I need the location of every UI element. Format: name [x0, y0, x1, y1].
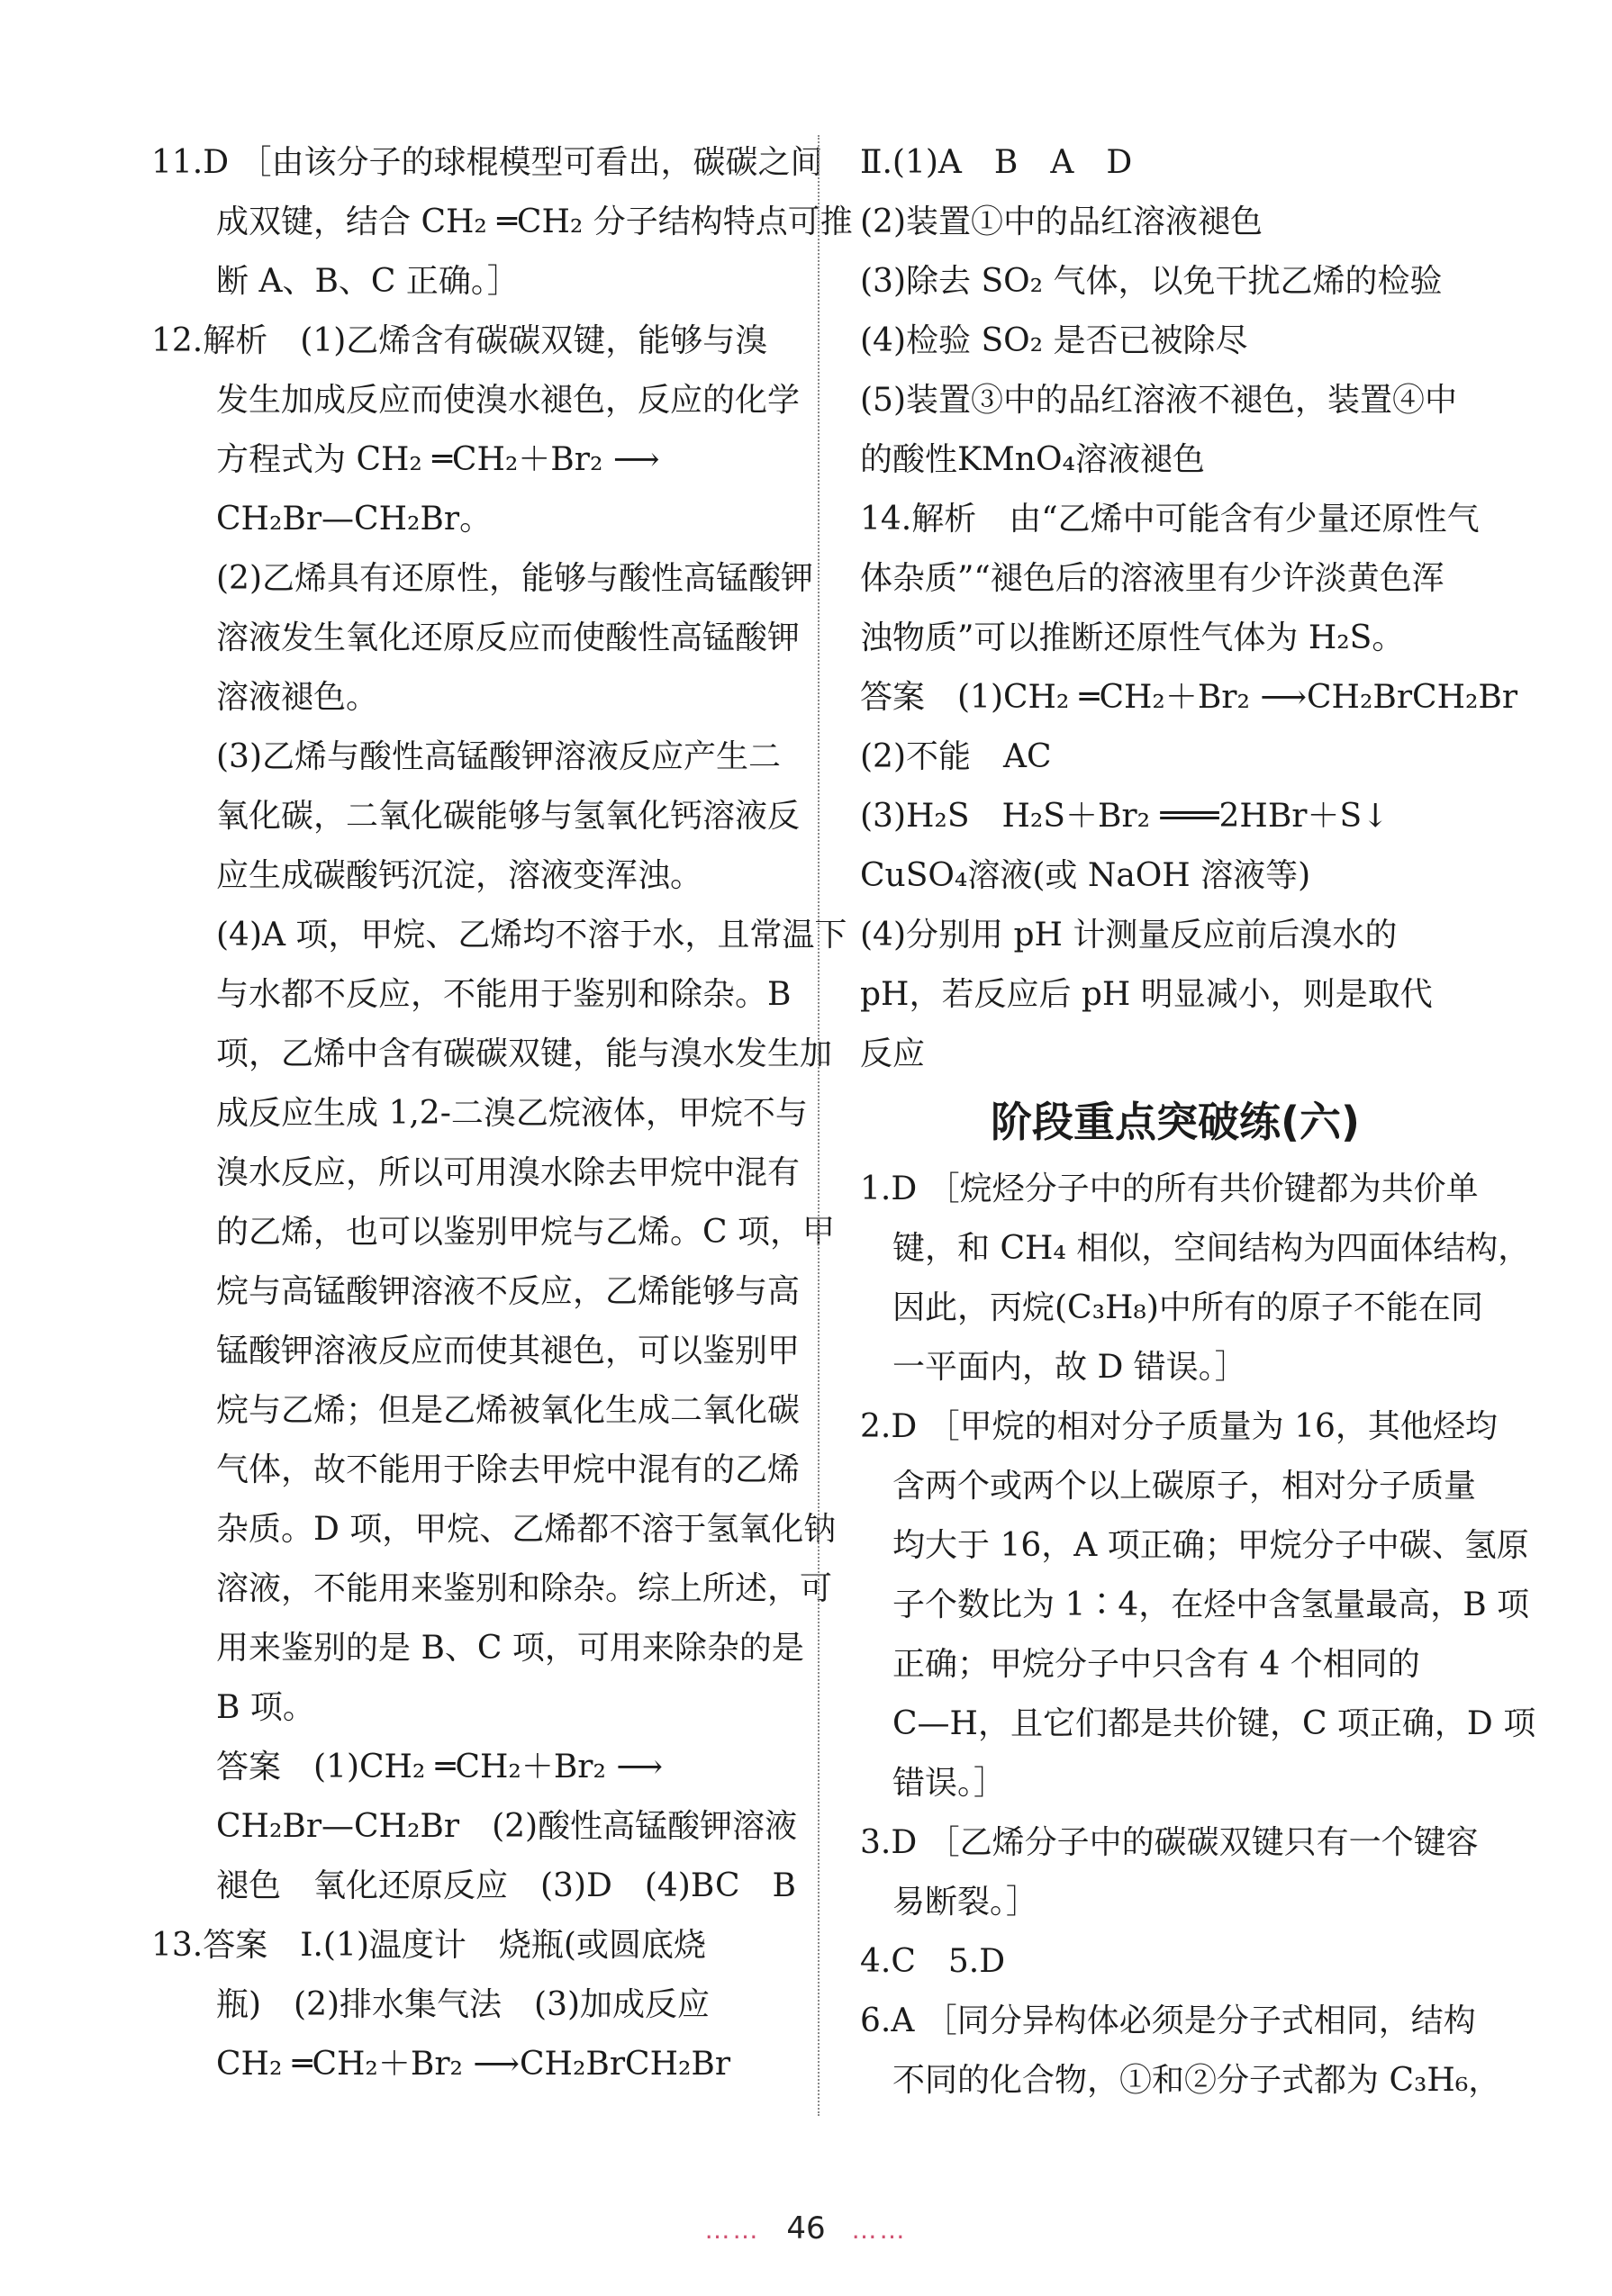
text-line: (2)不能 AC	[860, 738, 1052, 775]
text-line: (4)A 项，甲烷、乙烯均不溶于水，且常温下	[151, 917, 847, 954]
footer-dots-left: ……	[704, 2215, 761, 2245]
text-line: 键，和 CH₄ 相似，空间结构为四面体结构，	[860, 1230, 1531, 1267]
text-line: Ⅱ.(1)A B A D	[860, 144, 1133, 181]
text-line: 成反应生成 1,2-二溴乙烷液体，甲烷不与	[151, 1095, 808, 1132]
text-line: 易断裂。］	[860, 1884, 1039, 1921]
text-line: 方程式为 CH₂ ═CH₂＋Br₂ ⟶	[151, 441, 660, 478]
text-line: 12.解析 (1)乙烯含有碳碳双键，能够与溴	[151, 322, 768, 359]
text-line: 14.解析 由“乙烯中可能含有少量还原性气	[860, 501, 1480, 538]
text-line: 应生成碳酸钙沉淀，溶液变浑浊。	[151, 857, 703, 894]
text-line: B 项。	[151, 1689, 315, 1726]
text-line: 用来鉴别的是 B、C 项，可用来除杂的是	[151, 1630, 804, 1667]
text-line: C—H，且它们都是共价键，C 项正确，D 项	[860, 1705, 1536, 1742]
text-line: (2)乙烯具有还原性，能够与酸性高锰酸钾	[151, 560, 813, 597]
text-line: 溴水反应，所以可用溴水除去甲烷中混有	[151, 1154, 801, 1191]
section-title: 阶段重点突破练(六)	[990, 1098, 1361, 1146]
text-line: CH₂Br—CH₂Br。	[151, 501, 493, 538]
text-line: (3)除去 SO₂ 气体，以免干扰乙烯的检验	[860, 263, 1443, 300]
text-line: 11.D ［由该分子的球棍模型可看出，碳碳之间	[151, 144, 823, 181]
text-line: 答案 (1)CH₂ ═CH₂＋Br₂ ⟶CH₂BrCH₂Br	[860, 679, 1518, 716]
left-column	[151, 133, 853, 2094]
text-line: CH₂ ═CH₂＋Br₂ ⟶CH₂BrCH₂Br	[151, 2046, 731, 2083]
text-line: 褪色 氧化还原反应 (3)D (4)BC B	[151, 1867, 796, 1904]
text-line: 体杂质”“褪色后的溶液里有少许淡黄色浑	[860, 560, 1444, 597]
text-line: 错误。］	[860, 1765, 1007, 1802]
text-line: 均大于 16，A 项正确；甲烷分子中碳、氢原	[860, 1527, 1529, 1564]
text-line: 成双键，结合 CH₂ ═CH₂ 分子结构特点可推	[151, 203, 853, 240]
text-line: 的乙烯，也可以鉴别甲烷与乙烯。C 项，甲	[151, 1214, 835, 1251]
text-line: (4)检验 SO₂ 是否已被除尽	[860, 322, 1248, 359]
text-line: (5)装置③中的品红溶液不褪色，装置④中	[860, 382, 1457, 419]
text-line: 含两个或两个以上碳原子，相对分子质量	[860, 1468, 1477, 1505]
text-line: 锰酸钾溶液反应而使其褪色，可以鉴别甲	[151, 1333, 801, 1369]
text-line: 4.C 5.D	[860, 1943, 1006, 1980]
text-line: 溶液，不能用来鉴别和除杂。综上所述，可	[151, 1570, 833, 1607]
page-number: 46	[786, 2210, 826, 2246]
text-line: 浊物质”可以推断还原性气体为 H₂S。	[860, 619, 1405, 656]
text-line: 气体，故不能用于除去甲烷中混有的乙烯	[151, 1451, 801, 1488]
text-line: CH₂Br—CH₂Br (2)酸性高锰酸钾溶液	[151, 1808, 798, 1845]
text-line: 6.A ［同分异构体必须是分子式相同，结构	[860, 2002, 1476, 2039]
text-line: 2.D ［甲烷的相对分子质量为 16，其他烃均	[860, 1408, 1498, 1445]
text-line: 氧化碳，二氧化碳能够与氢氧化钙溶液反	[151, 798, 801, 835]
text-line: 正确；甲烷分子中只含有 4 个相同的	[860, 1646, 1420, 1683]
right-column-top	[860, 133, 1518, 1084]
text-line: 的酸性KMnO₄溶液褪色	[860, 441, 1205, 478]
text-line: 瓶) (2)排水集气法 (3)加成反应	[151, 1986, 711, 2023]
text-line: pH，若反应后 pH 明显减小，则是取代	[860, 976, 1433, 1013]
text-line: 杂质。D 项，甲烷、乙烯都不溶于氢氧化钠	[151, 1511, 837, 1548]
right-column	[860, 133, 1536, 2111]
text-line: 与水都不反应，不能用于鉴别和除杂。B	[151, 976, 792, 1013]
text-line: 反应	[860, 1035, 926, 1072]
text-line: 一平面内，故 D 错误。］	[860, 1349, 1247, 1386]
text-line: 13.答案 Ⅰ.(1)温度计 烧瓶(或圆底烧	[151, 1927, 706, 1964]
text-line: CuSO₄溶液(或 NaOH 溶液等)	[860, 857, 1311, 894]
footer-dots-right: ……	[851, 2215, 908, 2245]
text-line: 溶液发生氧化还原反应而使酸性高锰酸钾	[151, 619, 801, 656]
text-line: 发生加成反应而使溴水褪色，反应的化学	[151, 382, 801, 419]
text-line: 子个数比为 1∶4，在烃中含氢量最高，B 项	[860, 1586, 1530, 1623]
text-line: 溶液褪色。	[151, 679, 379, 716]
text-line: 1.D ［烷烃分子中的所有共价键都为共价单	[860, 1171, 1479, 1207]
text-line: 烷与高锰酸钾溶液不反应，乙烯能够与高	[151, 1273, 801, 1310]
text-line: (3)乙烯与酸性高锰酸钾溶液反应产生二	[151, 738, 781, 775]
text-line: (2)装置①中的品红溶液褪色	[860, 203, 1263, 240]
right-column-bottom	[860, 1160, 1536, 2111]
column-divider	[818, 135, 820, 2116]
text-line: 不同的化合物，①和②分子式都为 C₃H₆，	[860, 2062, 1501, 2099]
page-footer	[0, 2210, 1612, 2246]
text-line: 烷与乙烯；但是乙烯被氧化生成二氧化碳	[151, 1392, 801, 1429]
text-line: 因此，丙烷(C₃H₈)中所有的原子不能在同	[860, 1289, 1483, 1326]
text-line: 断 A、B、C 正确。］	[151, 263, 520, 300]
text-line: (3)H₂S H₂S＋Br₂ ═══2HBr＋S↓	[860, 798, 1390, 835]
text-line: 答案 (1)CH₂ ═CH₂＋Br₂ ⟶	[151, 1749, 664, 1785]
text-line: 3.D ［乙烯分子中的碳碳双键只有一个键容	[860, 1824, 1479, 1861]
text-line: (4)分别用 pH 计测量反应前后溴水的	[860, 917, 1398, 954]
text-line: 项，乙烯中含有碳碳双键，能与溴水发生加	[151, 1035, 833, 1072]
